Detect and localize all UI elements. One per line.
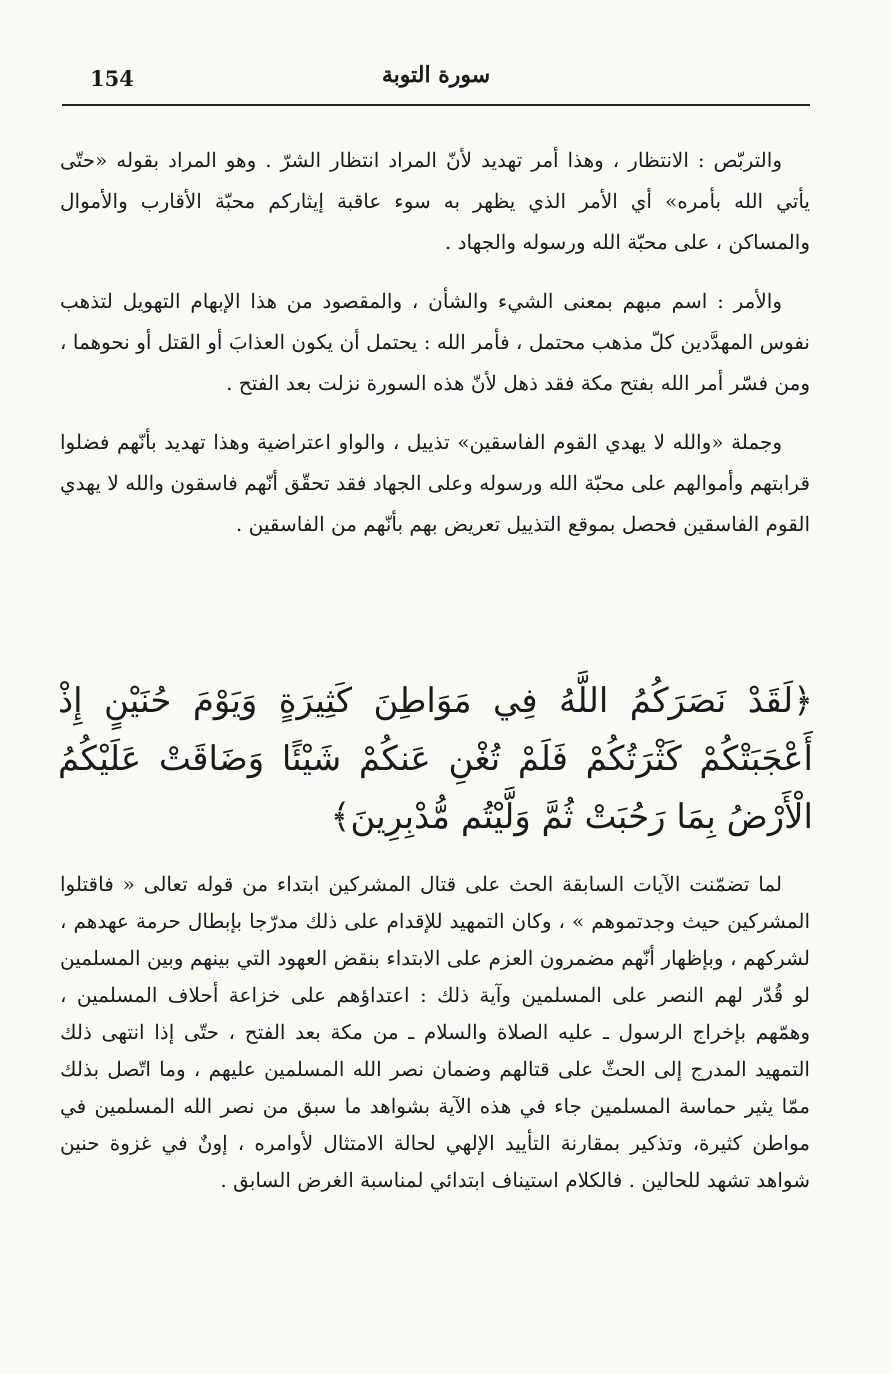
paragraph: وجملة «والله لا يهدي القوم الفاسقين» تذييل ، والواو اعتراضية وهذا تهديد بأنّهم فضلوا قرابتهم وأموالهم على محبّة الله ورسوله وعلى الجهاد فقد تحقّق أنّهم فاسقون والله لا يهدي القوم الفاسقين فحصل بموقع التذييل تعريض بهم بأنّهم من الفاسقين . <box>60 430 810 536</box>
paragraph: والأمر : اسم مبهم بمعنى الشيء والشأن ، والمقصود من هذا الإبهام التهويل لتذهب نفوس المهدَّدين كلّ مذهب محتمل ، فأمر الله : يحتمل أن يكون العذابَ أو القتل أو نحوهما ، ومن فسّر أمر الله بفتح مكة فقد ذهل لأنّ هذه السورة نزلت بعد الفتح . <box>60 289 810 395</box>
quran-verse: ﴿لَقَدْ نَصَرَكُمُ اللَّهُ فِي مَوَاطِنَ كَثِيرَةٍ وَيَوْمَ حُنَيْنٍ إِذْ أَعْجَبَتْكُمْ كَثْرَتُكُمْ فَلَمْ تُغْنِ عَنكُمْ شَيْئًا وَضَاقَتْ عَلَيْكُمُ الْأَرْضُ بِمَا رَحُبَتْ ثُمَّ وَلَّيْتُم مُّدْبِرِينَ﴾ <box>58 681 813 837</box>
commentary-top <box>60 140 810 563</box>
paragraph: لما تضمّنت الآيات السابقة الحث على قتال المشركين ابتداء من قوله تعالى « فاقتلوا المشركين حيث وجدتموهم » ، وكان التمهيد للإقدام على ذلك مدرّجا بإبطال حرمة عهدهم ، لشركهم ، وبإظهار أنّهم مضمرون العزم على الابتداء بنقض العهود التي بينهم وبين المسلمين لو قُدّر لهم النصر على المسلمين وآية ذلك : اعتداؤهم على خزاعة أحلاف المسلمين ، وهمّهم بإخراج الرسول ـ عليه الصلاة والسلام ـ من مكة بعد الفتح ، حتّى إذا انتهى ذلك التمهيد المدرج إلى الحثّ على قتالهم وضمان نصر الله المسلمين عليهم ، وما اتّصل بذلك ممّا يثير حماسة المسلمين جاء في هذه الآية بشواهد ما سبق من نصر الله المسلمين في مواطن كثيرة، وتذكير بمقارنة التأييد الإلهي لحالة الامتثال لأوامره ، إونٌ في غزوة حنين شواهد تشهد للحالين . فالكلام استيناف ابتدائي لمناسبة الغرض السابق . <box>60 872 810 1192</box>
running-title: سورة التوبة <box>381 62 491 88</box>
paragraph: والتربّص : الانتظار ، وهذا أمر تهديد لأنّ المراد انتظار الشرّ . وهو المراد بقوله «حتّى يأتي الله بأمره» أي الأمر الذي يظهر به سوء عاقبة إيثاركم محبّة الأقارب والأموال والمساكن ، على محبّة الله ورسوله والجهاد . <box>60 148 810 254</box>
page-number: 154 <box>90 66 134 91</box>
commentary-bottom <box>60 866 810 1217</box>
page-header <box>62 60 810 106</box>
